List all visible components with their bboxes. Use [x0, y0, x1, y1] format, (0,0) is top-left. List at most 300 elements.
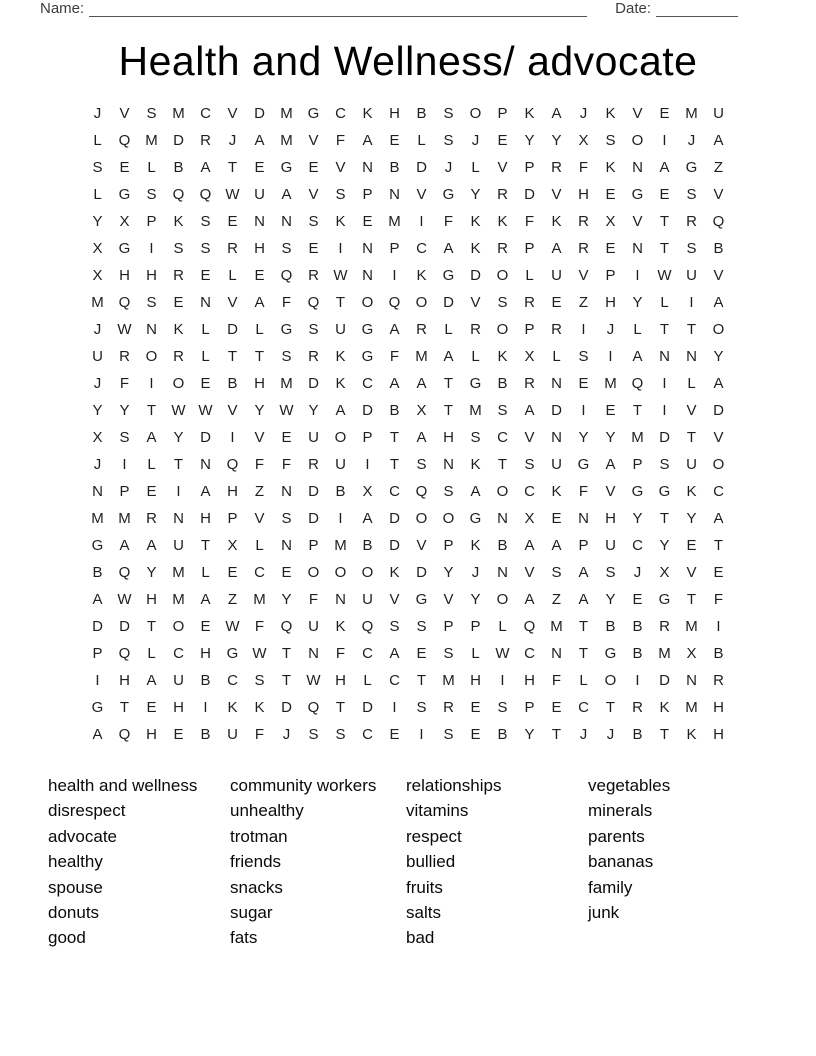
grid-letter: A — [362, 510, 373, 527]
grid-letter: R — [551, 321, 562, 338]
grid-letter: S — [443, 645, 454, 662]
grid-letter: M — [280, 375, 293, 392]
grid-letter: O — [496, 591, 509, 608]
grid-letter: R — [524, 375, 535, 392]
grid-letter: M — [685, 105, 698, 122]
grid-letter: S — [686, 240, 697, 257]
grid-letter: L — [552, 348, 561, 365]
grid-letter: E — [713, 564, 724, 581]
grid-letter: A — [551, 240, 562, 257]
grid-letter: U — [173, 537, 184, 554]
grid-letter: H — [605, 294, 616, 311]
grid-letter: P — [470, 618, 481, 635]
grid-letter: S — [416, 699, 427, 716]
grid-letter: S — [335, 186, 346, 203]
grid-letter: I — [149, 240, 154, 257]
grid-letter: Y — [470, 591, 481, 608]
grid-letter: G — [226, 645, 239, 662]
grid-letter: S — [497, 699, 508, 716]
word-item: good — [48, 928, 86, 948]
word-list-column — [588, 773, 768, 951]
grid-letter: L — [579, 672, 588, 689]
grid-letter: I — [716, 618, 721, 635]
grid-letter: O — [496, 321, 509, 338]
grid-letter: O — [415, 294, 428, 311]
grid-letter: A — [551, 537, 562, 554]
grid-letter: I — [635, 267, 640, 284]
grid-letter: G — [91, 537, 104, 554]
grid-letter: X — [524, 348, 535, 365]
grid-letter: U — [686, 267, 697, 284]
grid-letter: J — [93, 375, 102, 392]
grid-letter: K — [362, 105, 373, 122]
grid-letter: J — [687, 132, 696, 149]
grid-letter: A — [416, 375, 427, 392]
grid-letter: B — [713, 645, 724, 662]
grid-letter: Q — [361, 618, 374, 635]
grid-letter: T — [686, 429, 697, 446]
grid-letter: C — [524, 483, 535, 500]
grid-letter: X — [659, 564, 670, 581]
grid-letter: O — [361, 294, 374, 311]
grid-letter: V — [524, 564, 535, 581]
grid-letter: Z — [551, 591, 562, 608]
grid-letter: H — [578, 186, 589, 203]
grid-letter: Q — [118, 294, 131, 311]
grid-letter: V — [254, 429, 265, 446]
grid-letter: S — [389, 618, 400, 635]
grid-letter: A — [713, 375, 724, 392]
grid-letter: P — [146, 213, 157, 230]
grid-letter: N — [200, 294, 211, 311]
grid-letter: K — [497, 213, 508, 230]
grid-letter: E — [254, 267, 265, 284]
grid-row — [84, 559, 732, 586]
grid-letter: A — [200, 159, 211, 176]
grid-letter: Y — [659, 537, 670, 554]
grid-letter: E — [200, 267, 211, 284]
grid-letter: G — [415, 591, 428, 608]
word-list-column — [230, 773, 406, 951]
grid-letter: H — [443, 429, 454, 446]
grid-letter: A — [443, 240, 454, 257]
grid-letter: X — [416, 402, 427, 419]
grid-letter: S — [497, 402, 508, 419]
grid-letter: C — [578, 699, 589, 716]
grid-letter: V — [470, 294, 481, 311]
grid-letter: B — [497, 375, 508, 392]
word-item: spouse — [48, 877, 103, 897]
grid-letter: N — [254, 213, 265, 230]
grid-letter: U — [227, 726, 238, 743]
date-fill-line — [656, 2, 738, 17]
grid-letter: H — [200, 510, 211, 527]
grid-letter: M — [280, 132, 293, 149]
grid-letter: K — [659, 699, 670, 716]
word-item: respect — [406, 826, 462, 846]
grid-letter: G — [280, 321, 293, 338]
grid-letter: C — [524, 645, 535, 662]
grid-letter: K — [497, 348, 508, 365]
grid-letter: X — [92, 240, 103, 257]
grid-letter: R — [524, 294, 535, 311]
grid-letter: O — [334, 564, 347, 581]
grid-letter: E — [605, 240, 616, 257]
grid-row — [84, 505, 732, 532]
grid-letter: D — [416, 159, 427, 176]
grid-letter: N — [389, 186, 400, 203]
grid-letter: V — [227, 402, 238, 419]
grid-letter: B — [632, 645, 643, 662]
grid-letter: M — [91, 294, 104, 311]
grid-letter: E — [281, 429, 292, 446]
grid-letter: L — [660, 294, 669, 311]
grid-letter: J — [606, 321, 615, 338]
grid-letter: Q — [199, 186, 212, 203]
grid-letter: L — [147, 456, 156, 473]
grid-letter: Y — [92, 213, 103, 230]
word-item: junk — [588, 903, 620, 923]
grid-letter: S — [146, 186, 157, 203]
grid-letter: E — [146, 699, 157, 716]
name-field — [40, 0, 615, 17]
grid-letter: Q — [523, 618, 536, 635]
grid-row — [84, 316, 732, 343]
grid-letter: T — [281, 645, 292, 662]
grid-letter: B — [173, 159, 184, 176]
grid-letter: I — [608, 348, 613, 365]
grid-letter: C — [362, 375, 373, 392]
grid-letter: Z — [254, 483, 265, 500]
grid-letter: P — [119, 483, 130, 500]
grid-letter: K — [605, 105, 616, 122]
grid-letter: A — [605, 456, 616, 473]
grid-letter: E — [227, 564, 238, 581]
grid-letter: F — [281, 456, 292, 473]
grid-row — [84, 478, 732, 505]
grid-row — [84, 532, 732, 559]
grid-letter: V — [443, 591, 454, 608]
grid-letter: H — [254, 375, 265, 392]
grid-letter: V — [686, 402, 697, 419]
word-item: trotman — [230, 826, 288, 846]
grid-letter: H — [146, 726, 157, 743]
grid-row — [84, 235, 732, 262]
grid-row — [84, 208, 732, 235]
grid-letter: K — [524, 105, 535, 122]
grid-letter: I — [689, 294, 694, 311]
grid-letter: J — [471, 564, 480, 581]
grid-letter: T — [389, 429, 400, 446]
word-item: vegetables — [588, 776, 671, 795]
grid-letter: K — [227, 699, 238, 716]
grid-letter: C — [254, 564, 265, 581]
grid-letter: B — [632, 618, 643, 635]
grid-letter: K — [605, 159, 616, 176]
grid-letter: N — [146, 321, 157, 338]
grid-letter: R — [470, 321, 481, 338]
grid-letter: T — [659, 213, 670, 230]
grid-letter: S — [92, 159, 103, 176]
grid-letter: O — [469, 105, 482, 122]
grid-letter: T — [659, 726, 670, 743]
grid-letter: Y — [713, 348, 724, 365]
grid-letter: W — [225, 618, 240, 635]
grid-letter: T — [632, 402, 643, 419]
grid-row — [84, 262, 732, 289]
grid-letter: F — [578, 159, 589, 176]
grid-letter: N — [200, 456, 211, 473]
grid-letter: R — [497, 240, 508, 257]
grid-letter: K — [470, 240, 481, 257]
grid-letter: K — [470, 213, 481, 230]
grid-letter: U — [173, 672, 184, 689]
grid-row — [84, 613, 732, 640]
grid-letter: B — [605, 618, 616, 635]
grid-letter: N — [335, 591, 346, 608]
grid-letter: Y — [578, 429, 589, 446]
grid-letter: M — [91, 510, 104, 527]
grid-letter: L — [147, 645, 156, 662]
grid-letter: T — [578, 618, 589, 635]
word-item: parents — [588, 826, 645, 846]
grid-letter: U — [551, 267, 562, 284]
grid-letter: K — [686, 726, 697, 743]
grid-letter: K — [470, 537, 481, 554]
grid-letter: M — [145, 132, 158, 149]
grid-letter: A — [524, 591, 535, 608]
grid-letter: A — [254, 294, 265, 311]
grid-letter: A — [443, 348, 454, 365]
page-title: Health and Wellness/ advocate — [118, 38, 698, 84]
word-item: advocate — [48, 826, 117, 846]
grid-letter: N — [443, 456, 454, 473]
grid-letter: X — [92, 429, 103, 446]
grid-letter: I — [662, 375, 667, 392]
grid-letter: L — [201, 348, 210, 365]
grid-letter: M — [172, 105, 185, 122]
grid-letter: S — [524, 456, 535, 473]
grid-letter: D — [173, 132, 184, 149]
grid-letter: N — [362, 240, 373, 257]
grid-letter: M — [388, 213, 401, 230]
grid-letter: S — [443, 105, 454, 122]
grid-letter: T — [281, 672, 292, 689]
grid-letter: U — [605, 537, 616, 554]
grid-letter: J — [606, 726, 615, 743]
grid-letter: F — [389, 348, 400, 365]
word-item: disrespect — [48, 801, 126, 821]
grid-letter: F — [254, 726, 265, 743]
grid-letter: V — [389, 591, 400, 608]
grid-letter: S — [173, 240, 184, 257]
grid-letter: A — [551, 105, 562, 122]
grid-letter: Y — [146, 564, 157, 581]
grid-letter: W — [495, 645, 510, 662]
grid-letter: V — [497, 159, 508, 176]
grid-letter: T — [200, 537, 211, 554]
grid-letter: R — [227, 240, 238, 257]
grid-letter: B — [713, 240, 724, 257]
grid-letter: F — [119, 375, 130, 392]
grid-letter: R — [173, 267, 184, 284]
grid-letter: D — [362, 699, 373, 716]
grid-letter: S — [686, 186, 697, 203]
grid-letter: P — [632, 456, 643, 473]
grid-letter: X — [362, 483, 373, 500]
grid-letter: S — [146, 105, 157, 122]
grid-letter: K — [335, 618, 346, 635]
grid-letter: I — [122, 456, 127, 473]
grid-letter: E — [686, 537, 697, 554]
grid-letter: T — [389, 456, 400, 473]
grid-letter: W — [333, 267, 348, 284]
grid-letter: I — [149, 375, 154, 392]
grid-letter: T — [686, 591, 697, 608]
grid-letter: L — [147, 159, 156, 176]
grid-letter: I — [419, 726, 424, 743]
grid-letter: L — [525, 267, 534, 284]
grid-letter: G — [577, 456, 590, 473]
word-item: salts — [406, 903, 441, 923]
grid-letter: S — [200, 240, 211, 257]
grid-letter: Q — [631, 375, 644, 392]
grid-letter: E — [470, 699, 481, 716]
grid-letter: L — [93, 186, 102, 203]
grid-letter: L — [255, 537, 264, 554]
grid-letter: N — [497, 510, 508, 527]
grid-letter: C — [389, 483, 400, 500]
grid-letter: T — [254, 348, 265, 365]
grid-letter: C — [362, 726, 373, 743]
grid-letter: Z — [227, 591, 238, 608]
grid-letter: M — [280, 105, 293, 122]
grid-letter: Z — [578, 294, 589, 311]
grid-letter: G — [442, 186, 455, 203]
grid-letter: V — [632, 105, 643, 122]
grid-letter: R — [632, 699, 643, 716]
grid-letter: M — [685, 699, 698, 716]
grid-letter: E — [389, 132, 400, 149]
grid-letter: E — [362, 213, 373, 230]
grid-letter: K — [335, 348, 346, 365]
grid-letter: K — [335, 213, 346, 230]
grid-letter: B — [200, 672, 211, 689]
grid-letter: A — [362, 132, 373, 149]
grid-letter: P — [362, 186, 373, 203]
grid-letter: L — [471, 159, 480, 176]
grid-letter: C — [497, 429, 508, 446]
grid-letter: J — [282, 726, 291, 743]
grid-letter: D — [389, 510, 400, 527]
word-item: friends — [230, 852, 282, 872]
grid-letter: W — [117, 591, 132, 608]
grid-letter: R — [686, 213, 697, 230]
grid-letter: G — [442, 267, 455, 284]
grid-letter: H — [146, 591, 157, 608]
grid-letter: B — [362, 537, 373, 554]
grid-letter: V — [605, 483, 616, 500]
grid-letter: K — [416, 267, 427, 284]
grid-letter: D — [308, 375, 319, 392]
grid-letter: R — [200, 132, 211, 149]
grid-letter: G — [685, 159, 698, 176]
grid-letter: A — [659, 159, 670, 176]
grid-letter: O — [361, 564, 374, 581]
grid-letter: H — [713, 726, 724, 743]
grid-letter: P — [524, 321, 535, 338]
grid-letter: S — [659, 456, 670, 473]
grid-letter: N — [551, 375, 562, 392]
grid-letter: H — [146, 267, 157, 284]
grid-letter: S — [605, 564, 616, 581]
grid-letter: U — [335, 456, 346, 473]
grid-letter: A — [524, 402, 535, 419]
grid-letter: I — [392, 699, 397, 716]
grid-letter: V — [308, 186, 319, 203]
grid-letter: K — [551, 213, 562, 230]
grid-letter: A — [524, 537, 535, 554]
grid-letter: Q — [307, 294, 320, 311]
grid-letter: V — [416, 186, 427, 203]
grid-letter: S — [578, 348, 589, 365]
grid-letter: Q — [118, 645, 131, 662]
grid-letter: K — [254, 699, 265, 716]
grid-letter: F — [281, 294, 292, 311]
grid-letter: Q — [118, 564, 131, 581]
grid-letter: A — [578, 564, 589, 581]
grid-letter: I — [338, 510, 343, 527]
grid-letter: R — [308, 348, 319, 365]
grid-letter: Y — [281, 591, 292, 608]
grid-row — [84, 721, 732, 748]
grid-letter: R — [119, 348, 130, 365]
grid-letter: T — [146, 618, 157, 635]
grid-letter: N — [281, 537, 292, 554]
grid-letter: O — [604, 672, 617, 689]
grid-letter: B — [497, 537, 508, 554]
grid-letter: M — [685, 618, 698, 635]
grid-letter: F — [254, 618, 265, 635]
grid-letter: Y — [443, 564, 454, 581]
grid-row — [84, 100, 732, 127]
grid-letter: H — [335, 672, 346, 689]
grid-letter: S — [443, 132, 454, 149]
word-item: sugar — [230, 903, 273, 923]
grid-letter: L — [363, 672, 372, 689]
word-item: bullied — [406, 852, 456, 872]
grid-letter: E — [551, 510, 562, 527]
grid-letter: K — [173, 321, 184, 338]
word-item: minerals — [588, 801, 653, 821]
grid-letter: V — [416, 537, 427, 554]
grid-letter: I — [338, 240, 343, 257]
grid-row — [84, 451, 732, 478]
grid-letter: H — [227, 483, 238, 500]
grid-letter: V — [227, 105, 238, 122]
grid-letter: F — [335, 645, 346, 662]
grid-letter: T — [416, 672, 427, 689]
grid-letter: T — [443, 375, 454, 392]
grid-letter: A — [281, 186, 292, 203]
grid-letter: J — [633, 564, 642, 581]
grid-letter: T — [659, 510, 670, 527]
grid-letter: C — [200, 105, 211, 122]
grid-letter: M — [631, 429, 644, 446]
grid-letter: I — [419, 213, 424, 230]
grid-letter: L — [471, 645, 480, 662]
grid-letter: R — [578, 240, 589, 257]
